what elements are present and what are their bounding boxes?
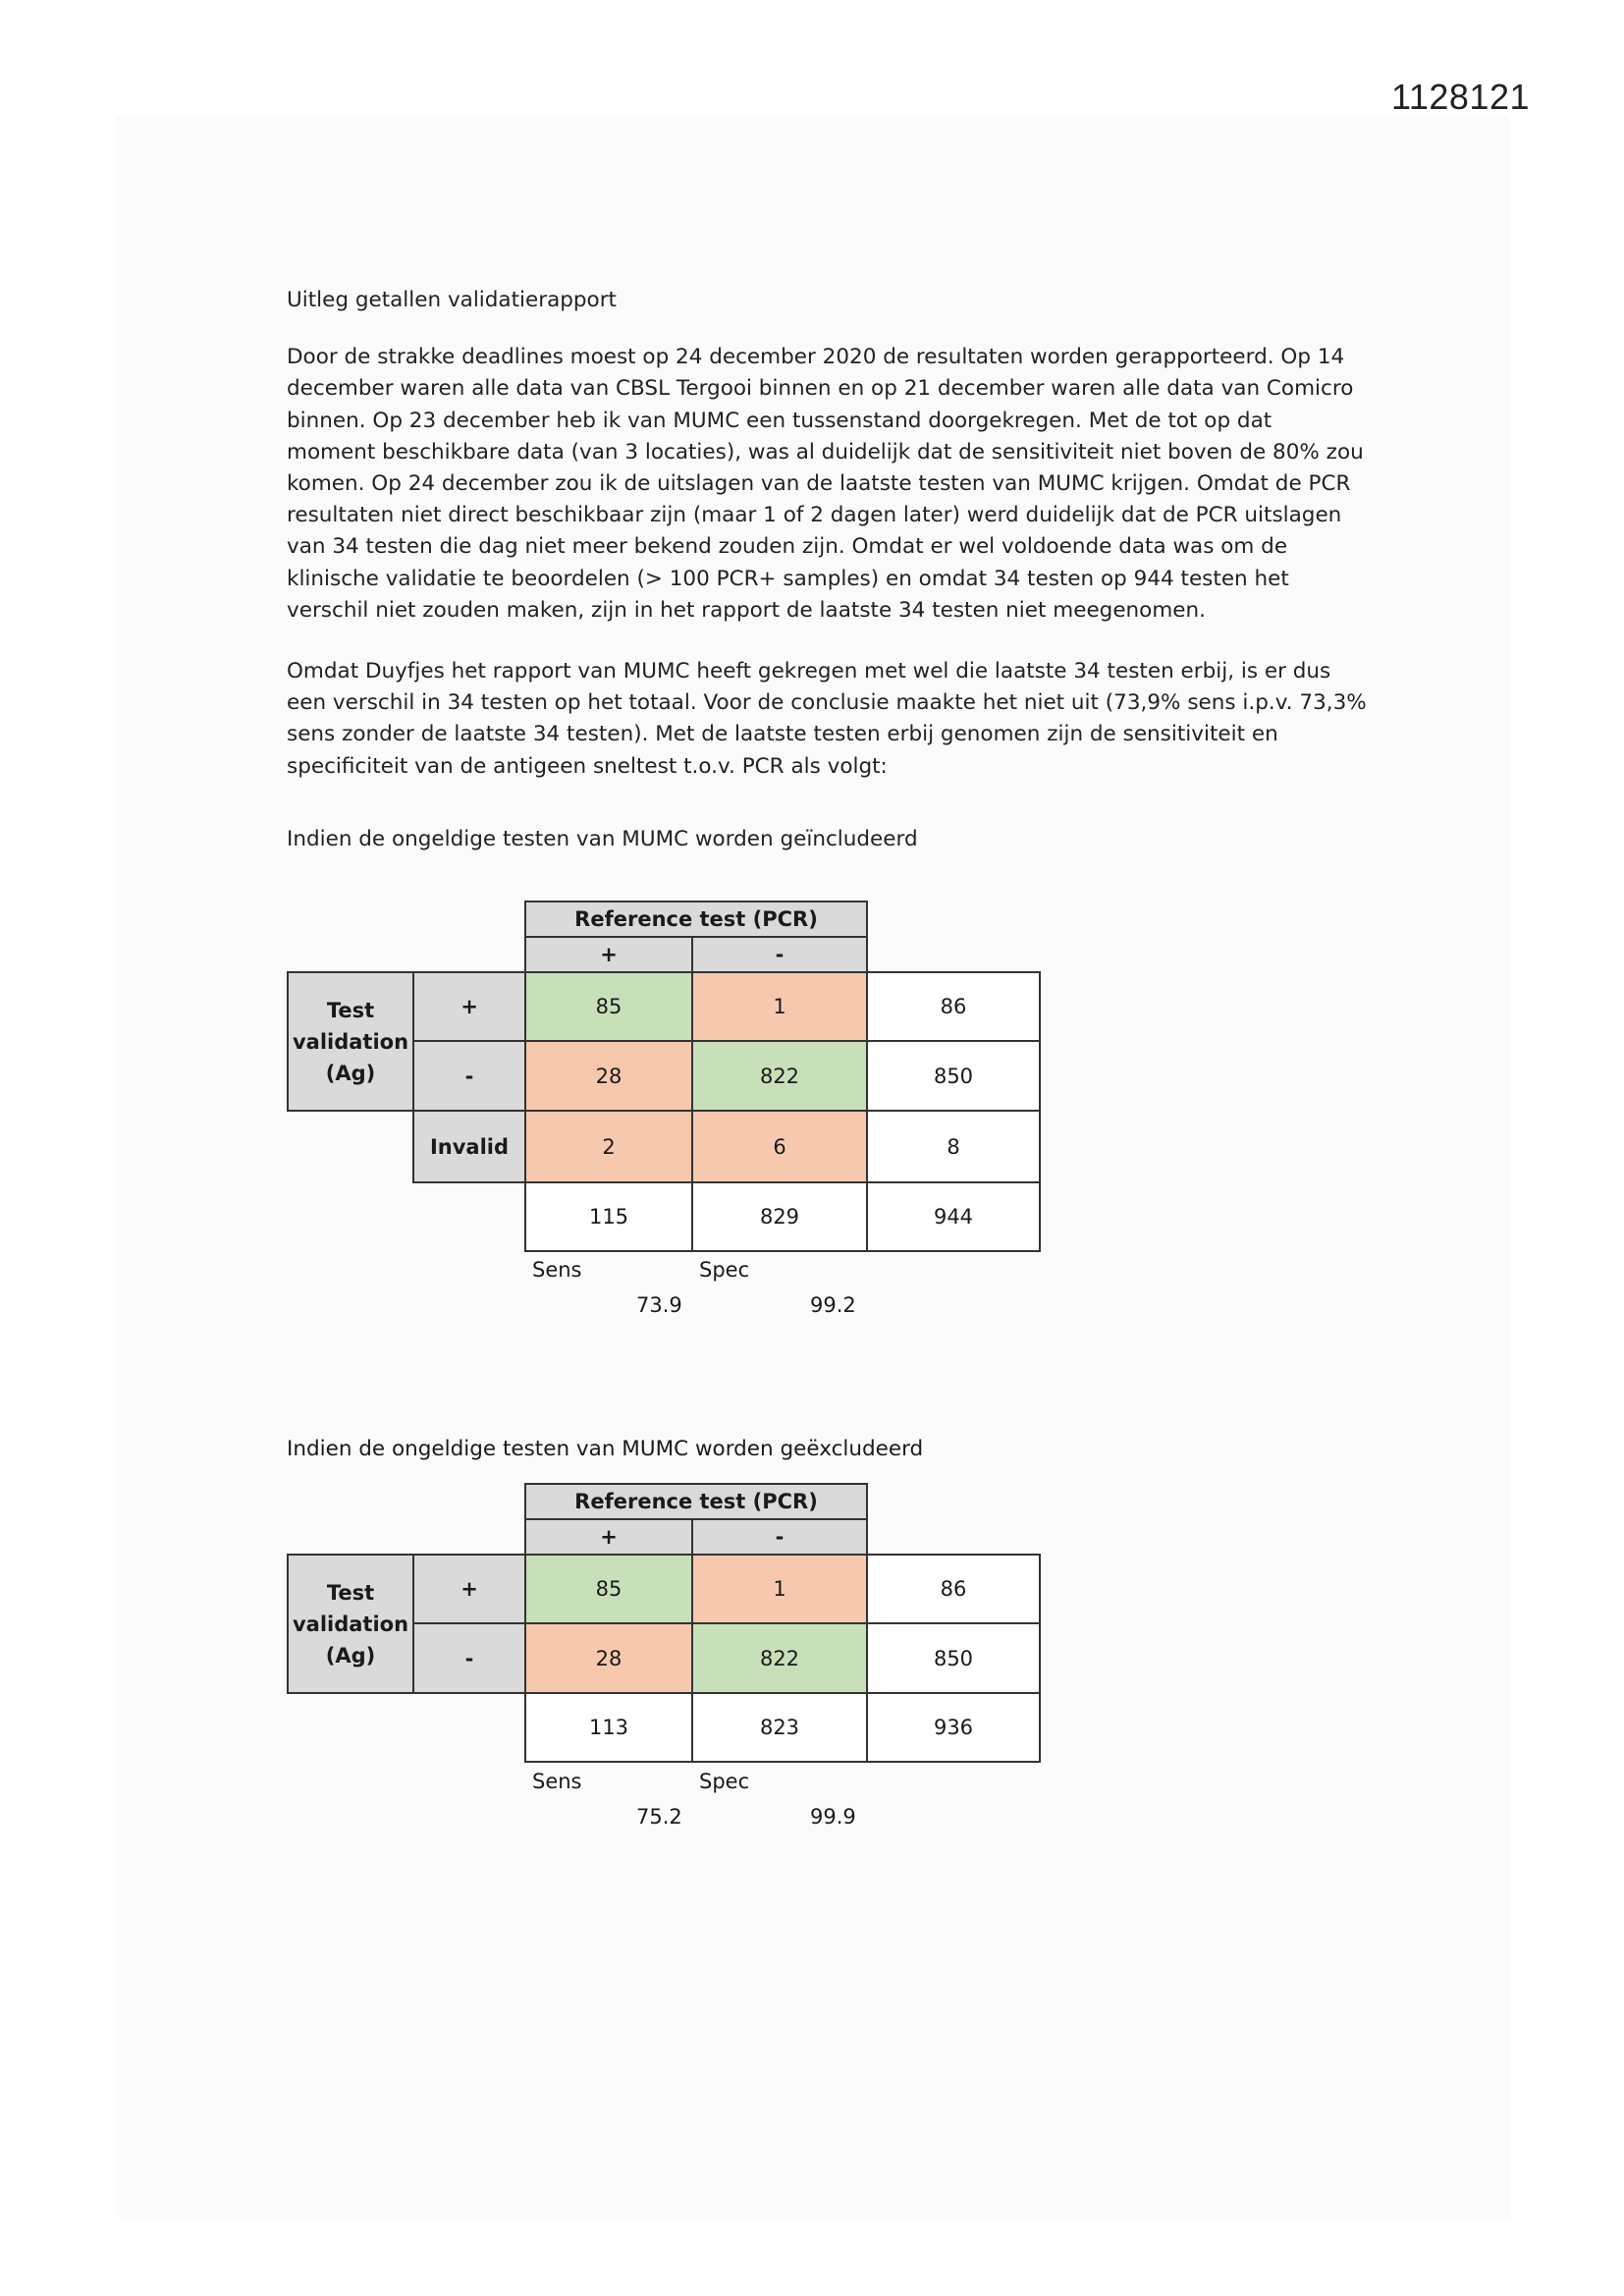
test-validation-label: Test validation (Ag) <box>288 1555 413 1693</box>
document-id: 1128121 <box>1391 77 1530 117</box>
cell-true-positive: 85 <box>525 972 692 1041</box>
row-header-positive: + <box>413 1555 525 1623</box>
table1-title: Indien de ongeldige testen van MUMC worden geïncludeerd <box>287 826 918 851</box>
cell-false-negative: 28 <box>525 1041 692 1111</box>
spec-value: 99.2 <box>810 1293 856 1317</box>
cell-true-positive: 85 <box>525 1555 692 1623</box>
reference-test-header: Reference test (PCR) <box>525 1484 867 1519</box>
row-header-negative: - <box>413 1041 525 1111</box>
document-heading: Uitleg getallen validatierapport <box>287 288 617 312</box>
row-header-invalid: Invalid <box>413 1111 525 1182</box>
row-header-negative: - <box>413 1623 525 1693</box>
cell-false-negative: 28 <box>525 1623 692 1693</box>
cell-invalid-negative: 6 <box>692 1111 867 1182</box>
document-body <box>287 285 1367 855</box>
cell-true-negative: 822 <box>692 1623 867 1693</box>
sens-value: 73.9 <box>636 1293 682 1317</box>
reference-test-header: Reference test (PCR) <box>525 902 867 937</box>
spec-label: Spec <box>699 1258 750 1282</box>
cell-grand-total: 944 <box>867 1182 1040 1251</box>
cell-grand-total: 936 <box>867 1693 1040 1762</box>
col-header-positive: + <box>525 937 692 972</box>
sens-value: 75.2 <box>636 1805 682 1829</box>
table2-title: Indien de ongeldige testen van MUMC worden geëxcludeerd <box>287 1437 924 1461</box>
cell-false-positive: 1 <box>692 972 867 1041</box>
cell-row-total: 86 <box>867 972 1040 1041</box>
spec-label: Spec <box>699 1770 750 1793</box>
sens-label: Sens <box>532 1258 582 1282</box>
cell-row-total: 8 <box>867 1111 1040 1182</box>
col-header-positive: + <box>525 1519 692 1555</box>
table2-stats <box>287 1770 974 1836</box>
cell-invalid-positive: 2 <box>525 1111 692 1182</box>
table1-stats <box>287 1258 974 1325</box>
cell-true-negative: 822 <box>692 1041 867 1111</box>
cell-col-total: 113 <box>525 1693 692 1762</box>
test-validation-label: Test validation (Ag) <box>288 972 413 1111</box>
cell-col-total: 823 <box>692 1693 867 1762</box>
paragraph-2: Omdat Duyfjes het rapport van MUMC heeft gekregen met wel die laatste 34 testen erbij, is er dus een verschil in 34 testen op het totaal. Voor de conclusie maakte het niet uit (73,9% sens i.p.v. 73,3% sens zonder de laatste 34 testen). Met de laatste testen erbij genomen zijn de sensitiviteit en specificiteit van de antigeen sneltest t.o.v. PCR als volgt: <box>287 659 1367 779</box>
cell-false-positive: 1 <box>692 1555 867 1623</box>
spec-value: 99.9 <box>810 1805 856 1829</box>
cell-row-total: 850 <box>867 1041 1040 1111</box>
cell-row-total: 850 <box>867 1623 1040 1693</box>
col-header-negative: - <box>692 937 867 972</box>
cell-row-total: 86 <box>867 1555 1040 1623</box>
confusion-table-included <box>287 901 1041 1252</box>
col-header-negative: - <box>692 1519 867 1555</box>
cell-col-total: 115 <box>525 1182 692 1251</box>
cell-col-total: 829 <box>692 1182 867 1251</box>
paragraph-1: Door de strakke deadlines moest op 24 december 2020 de resultaten worden gerapporteerd. Op 14 december waren alle data van CBSL Tergooi binnen en op 21 december waren alle data van Comicro binnen. Op 23 december heb ik van MUMC een tussenstand doorgekregen. Met de tot op dat moment beschikbare data (van 3 locaties), was al duidelijk dat de sensitiviteit niet boven de 80% zou komen. Op 24 december zou ik de uitslagen van de laatste testen van MUMC krijgen. Omdat de PCR resultaten niet direct beschikbaar zijn (maar 1 of 2 dagen later) werd duidelijk dat de PCR uitslagen van 34 testen die dag niet meer bekend zouden zijn. Omdat er wel voldoende data was om de klinische validatie te beoordelen (> 100 PCR+ samples) en omdat 34 testen op 944 testen het verschil niet zouden maken, zijn in het rapport de laatste 34 testen niet meegenomen. <box>287 345 1364 623</box>
sens-label: Sens <box>532 1770 582 1793</box>
confusion-table-excluded <box>287 1483 1041 1763</box>
row-header-positive: + <box>413 972 525 1041</box>
